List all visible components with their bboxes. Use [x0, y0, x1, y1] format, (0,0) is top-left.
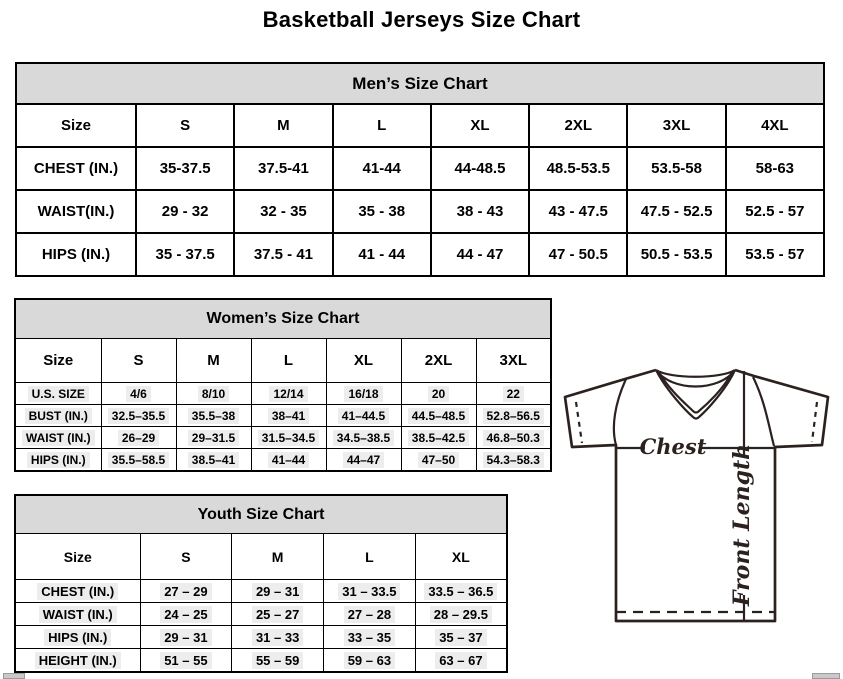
- table-cell: [401, 405, 476, 427]
- table-cell: [415, 626, 507, 649]
- cell-value: 26–29: [118, 430, 159, 446]
- cell-value: 35.5–38: [188, 408, 239, 424]
- cell-value: WAIST (IN.): [39, 606, 117, 623]
- table-cell: [476, 449, 551, 472]
- cell-value: HEIGHT (IN.): [35, 652, 121, 669]
- table-cell: 44-48.5: [431, 147, 529, 190]
- cell-value: 38.5–41: [188, 452, 239, 468]
- cell-value: 38–41: [268, 408, 309, 424]
- table-cell: [476, 427, 551, 449]
- table-cell: 58-63: [726, 147, 824, 190]
- table-cell: 32 - 35: [234, 190, 332, 233]
- column-header: 3XL: [627, 104, 725, 147]
- cell-value: 38.5–42.5: [408, 430, 469, 446]
- table-cell: 38 - 43: [431, 190, 529, 233]
- cell-value: 33.5 – 36.5: [424, 583, 497, 600]
- table-cell: [324, 626, 416, 649]
- cell-value: WAIST (IN.): [22, 430, 95, 446]
- table-cell: [401, 449, 476, 472]
- table-cell: [476, 405, 551, 427]
- table-row: [15, 649, 507, 673]
- table-cell: [415, 603, 507, 626]
- table-cell: 37.5-41: [234, 147, 332, 190]
- table-cell: [326, 405, 401, 427]
- table-row: [15, 427, 551, 449]
- row-label: [15, 405, 101, 427]
- column-header: XL: [431, 104, 529, 147]
- column-header: Size: [16, 104, 136, 147]
- cell-value: 32.5–35.5: [108, 408, 169, 424]
- chest-label: Chest: [639, 434, 707, 459]
- column-header: 2XL: [401, 339, 476, 383]
- cell-value: 25 – 27: [252, 606, 303, 623]
- table-cell: [176, 427, 251, 449]
- cell-value: 63 – 67: [435, 652, 486, 669]
- table-cell: [140, 580, 232, 603]
- table-cell: 47 - 50.5: [529, 233, 627, 276]
- column-header: 3XL: [476, 339, 551, 383]
- table-cell: [251, 405, 326, 427]
- cell-value: 44.5–48.5: [408, 408, 469, 424]
- table-cell: [324, 603, 416, 626]
- table-cell: 41-44: [333, 147, 431, 190]
- cell-value: 24 – 25: [160, 606, 211, 623]
- column-header: L: [251, 339, 326, 383]
- table-cell: [140, 626, 232, 649]
- table-cell: [232, 603, 324, 626]
- table-row: [15, 603, 507, 626]
- cell-value: 44–47: [343, 452, 384, 468]
- table-cell: [176, 383, 251, 405]
- cell-value: HIPS (IN.): [27, 452, 90, 468]
- cutoff-fragment-left: [3, 673, 25, 679]
- table-cell: 44 - 47: [431, 233, 529, 276]
- cell-value: 55 – 59: [252, 652, 303, 669]
- table-row: [15, 449, 551, 472]
- youth-size-chart: [14, 494, 508, 672]
- table-cell: [176, 449, 251, 472]
- column-header: S: [136, 104, 234, 147]
- mens-size-chart: [15, 62, 825, 275]
- table-row: [16, 147, 824, 190]
- right-cuff-dashed-line: [812, 402, 817, 442]
- cell-value: HIPS (IN.): [44, 629, 111, 646]
- youth-chart-title: Youth Size Chart: [15, 495, 507, 534]
- table-cell: 43 - 47.5: [529, 190, 627, 233]
- table-cell: 35 - 37.5: [136, 233, 234, 276]
- table-cell: [326, 427, 401, 449]
- table-cell: [476, 383, 551, 405]
- table-cell: [232, 626, 324, 649]
- table-cell: [176, 405, 251, 427]
- cell-value: 27 – 28: [344, 606, 395, 623]
- table-cell: [326, 383, 401, 405]
- table-row: [16, 190, 824, 233]
- table-cell: [140, 649, 232, 673]
- table-cell: 52.5 - 57: [726, 190, 824, 233]
- cell-value: 54.3–58.3: [483, 452, 544, 468]
- table-cell: [401, 427, 476, 449]
- cell-value: 29 – 31: [252, 583, 303, 600]
- table-cell: [140, 603, 232, 626]
- cell-value: 52.8–56.5: [483, 408, 544, 424]
- collar-curve-top: [656, 370, 735, 377]
- table-cell: [324, 580, 416, 603]
- left-cuff-dashed-line: [576, 402, 582, 443]
- cell-value: 22: [503, 386, 524, 402]
- column-header: S: [101, 339, 176, 383]
- cell-value: 31 – 33: [252, 629, 303, 646]
- cell-value: 27 – 29: [160, 583, 211, 600]
- cell-value: 59 – 63: [344, 652, 395, 669]
- table-row: [15, 580, 507, 603]
- cell-value: 20: [428, 386, 449, 402]
- cell-value: BUST (IN.): [25, 408, 92, 424]
- table-row: [15, 405, 551, 427]
- column-header: Size: [15, 339, 101, 383]
- column-header: M: [234, 104, 332, 147]
- table-cell: [251, 427, 326, 449]
- table-cell: 37.5 - 41: [234, 233, 332, 276]
- table-cell: [326, 449, 401, 472]
- cell-value: 29 – 31: [160, 629, 211, 646]
- table-row: [15, 626, 507, 649]
- jersey-diagram: [550, 355, 843, 635]
- cell-value: CHEST (IN.): [37, 583, 118, 600]
- table-cell: [324, 649, 416, 673]
- row-label: [15, 603, 140, 626]
- row-label: [15, 449, 101, 472]
- cell-value: 33 – 35: [344, 629, 395, 646]
- column-header: S: [140, 534, 232, 580]
- column-header: M: [232, 534, 324, 580]
- column-header: L: [324, 534, 416, 580]
- table-cell: 35 - 38: [333, 190, 431, 233]
- cell-value: 31 – 33.5: [338, 583, 400, 600]
- table-cell: [251, 383, 326, 405]
- table-cell: [251, 449, 326, 472]
- table-cell: [101, 405, 176, 427]
- row-label: [15, 649, 140, 673]
- jersey-outline: [565, 370, 828, 621]
- table-row: [16, 233, 824, 276]
- cell-value: 34.5–38.5: [333, 430, 394, 446]
- table-cell: [101, 427, 176, 449]
- row-label: [15, 580, 140, 603]
- column-header: L: [333, 104, 431, 147]
- table-cell: 53.5 - 57: [726, 233, 824, 276]
- table-cell: [401, 383, 476, 405]
- cell-value: 8/10: [198, 386, 229, 402]
- cell-value: 12/14: [269, 386, 307, 402]
- cell-value: 4/6: [126, 386, 151, 402]
- column-header: 4XL: [726, 104, 824, 147]
- row-label: [15, 626, 140, 649]
- row-label: WAIST(IN.): [16, 190, 136, 233]
- cell-value: 31.5–34.5: [258, 430, 319, 446]
- youth-size-table: [14, 494, 508, 673]
- table-cell: 47.5 - 52.5: [627, 190, 725, 233]
- page-title: Basketball Jerseys Size Chart: [262, 7, 581, 32]
- cell-value: 28 – 29.5: [430, 606, 492, 623]
- table-row: [15, 383, 551, 405]
- cell-value: 41–44: [268, 452, 309, 468]
- mens-size-table: [15, 62, 825, 277]
- cutoff-fragment-right: [812, 673, 840, 679]
- womens-chart-title: Women’s Size Chart: [15, 299, 551, 339]
- womens-size-table: [14, 298, 552, 472]
- row-label: [15, 383, 101, 405]
- table-cell: [415, 649, 507, 673]
- row-label: [15, 427, 101, 449]
- table-cell: 48.5-53.5: [529, 147, 627, 190]
- cell-value: 29–31.5: [188, 430, 239, 446]
- table-cell: 53.5-58: [627, 147, 725, 190]
- table-cell: 41 - 44: [333, 233, 431, 276]
- table-cell: 35-37.5: [136, 147, 234, 190]
- table-cell: [101, 449, 176, 472]
- cell-value: 35.5–58.5: [108, 452, 169, 468]
- table-cell: [232, 649, 324, 673]
- cell-value: 47–50: [418, 452, 459, 468]
- table-cell: [232, 580, 324, 603]
- cell-value: 35 – 37: [435, 629, 486, 646]
- cell-value: 16/18: [344, 386, 382, 402]
- column-header: Size: [15, 534, 140, 580]
- cell-value: 46.8–50.3: [483, 430, 544, 446]
- table-cell: 29 - 32: [136, 190, 234, 233]
- right-armhole-seam: [753, 377, 774, 446]
- table-cell: [101, 383, 176, 405]
- column-header: M: [176, 339, 251, 383]
- table-cell: [415, 580, 507, 603]
- column-header: XL: [326, 339, 401, 383]
- mens-chart-title: Men’s Size Chart: [16, 63, 824, 104]
- cell-value: U.S. SIZE: [28, 386, 89, 402]
- row-label: CHEST (IN.): [16, 147, 136, 190]
- column-header: 2XL: [529, 104, 627, 147]
- column-header: XL: [415, 534, 507, 580]
- row-label: HIPS (IN.): [16, 233, 136, 276]
- womens-size-chart: [14, 298, 552, 470]
- left-armhole-seam: [614, 379, 626, 445]
- front-length-label: Front Length: [729, 443, 755, 607]
- cell-value: 51 – 55: [160, 652, 211, 669]
- cell-value: 41–44.5: [338, 408, 389, 424]
- table-cell: 50.5 - 53.5: [627, 233, 725, 276]
